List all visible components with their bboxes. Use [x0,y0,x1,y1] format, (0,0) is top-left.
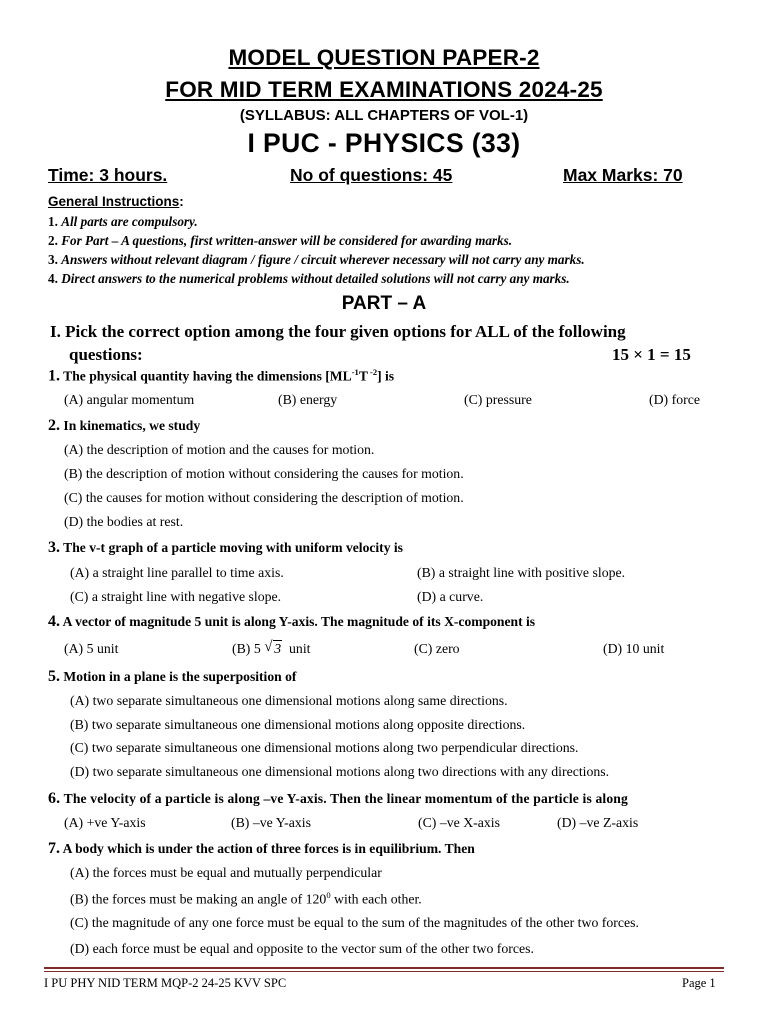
instructions-heading-text: General Instructions [48,194,180,209]
degree-superscript: 0 [326,890,331,900]
question-number: 2. [48,417,60,434]
question-text: A vector of magnitude 5 unit is along Y-axis. The magnitude of its X-component is [62,614,536,629]
syllabus-note: (SYLLABUS: ALL CHAPTERS OF VOL-1) [239,107,529,124]
footer-rule-thin [44,971,724,972]
option-b: (B) a straight line with positive slope. [417,565,626,580]
option-d: (D) each force must be equal and opposite to the vector sum of the other two forces. [70,941,534,956]
option-d: (D) force [649,392,700,407]
instruction-number: 3. [48,252,58,267]
exam-title: FOR MID TERM EXAMINATIONS 2024-25 [165,77,603,102]
option-b: (B) –ve Y-axis [231,815,311,830]
question-text: ] is [377,368,395,384]
option-b: (B) two separate simultaneous one dimensional motions along opposite directions. [70,717,526,732]
question-6 [48,790,628,808]
option-d: (D) 10 unit [603,641,665,656]
part-heading: PART – A [341,293,427,314]
question-number: 3. [48,539,60,556]
section-marks: 15 × 1 = 15 [612,345,691,364]
footer-left: I PU PHY NID TERM MQP-2 24-25 KVV SPC [44,976,287,990]
instruction-text: Answers without relevant diagram / figure / circuit wherever necessary will not carry any marks. [61,252,585,267]
option-d: (D) the bodies at rest. [64,514,184,529]
option-b-unit: unit [289,641,311,656]
question-5 [48,668,296,686]
option-a: (A) the description of motion and the causes for motion. [64,442,375,457]
instruction-item [48,271,570,287]
option-a: (A) angular momentum [64,392,195,407]
question-text: The v-t graph of a particle moving with uniform velocity is [63,540,403,555]
option-c: (C) zero [414,641,460,656]
instructions-colon: : [179,194,184,209]
paper-title: MODEL QUESTION PAPER-2 [228,45,540,70]
instruction-text: All parts are compulsory. [61,214,198,229]
option-c: (C) the magnitude of any one force must be equal to the sum of the magnitudes of the other two forces. [70,915,639,930]
question-7 [48,840,475,858]
option-b-text: (B) the forces must be making an angle of 120 [70,891,327,907]
question-number: 6. [48,790,61,807]
question-count: No of questions: 45 [290,165,453,185]
page-number: Page 1 [682,976,716,990]
instruction-item [48,233,512,249]
question-3 [48,539,403,557]
option-d: (D) a curve. [417,589,484,604]
question-text: The velocity of a particle is along –ve Y-axis. Then the linear momentum of the particle is along [63,791,628,806]
max-marks: Max Marks: 70 [563,165,683,185]
section-instruction: I. Pick the correct option among the four given options for ALL of the following [50,322,626,341]
option-a: (A) a straight line parallel to time axis. [70,565,284,580]
option-a: (A) two separate simultaneous one dimensional motions along same directions. [70,693,508,708]
question-text: In kinematics, we study [63,418,201,433]
question-1 [48,367,394,386]
question-4 [48,613,535,631]
option-d: (D) two separate simultaneous one dimensional motions along two directions with any directions. [70,764,610,779]
option-c: (C) –ve X-axis [418,815,500,830]
section-instruction-cont: questions: [69,345,143,364]
instruction-item [48,252,585,268]
question-text: A body which is under the action of three forces is in equilibrium. Then [62,841,475,856]
question-number: 5. [48,668,60,685]
instructions-heading [48,193,184,211]
option-b-coefficient: (B) 5 [232,641,261,656]
question-text: Motion in a plane is the superposition of [63,669,297,684]
question-number: 4. [48,613,60,630]
instruction-item [48,214,198,230]
option-a: (A) +ve Y-axis [64,815,146,830]
option-a: (A) 5 unit [64,641,119,656]
option-b: (B) the description of motion without considering the causes for motion. [64,466,464,481]
option-d: (D) –ve Z-axis [557,815,639,830]
option-b [232,641,310,657]
instruction-number: 1. [48,214,58,229]
option-b-tail: with each other. [330,891,422,907]
superscript: -1 [351,367,359,377]
option-c: (C) pressure [464,392,532,407]
footer-rule [44,967,724,969]
question-text: The physical quantity having the dimensions [ML [63,368,352,384]
time-label: Time: 3 hours. [48,165,168,185]
square-root-symbol: √ 3 [264,639,282,656]
option-c: (C) a straight line with negative slope. [70,589,282,604]
option-b: (B) energy [278,392,338,407]
question-number: 1. [48,367,60,385]
question-number: 7. [48,840,60,857]
option-c: (C) two separate simultaneous one dimensional motions along two perpendicular directions. [70,740,579,755]
superscript: -2 [367,367,378,377]
instruction-number: 4. [48,271,58,286]
question-text: T [358,368,368,384]
instruction-number: 2. [48,233,58,248]
subject-title: I PUC - PHYSICS (33) [247,128,521,158]
instruction-text: For Part – A questions, first written-answer will be considered for awarding marks. [61,233,513,248]
option-c: (C) the causes for motion without considering the description of motion. [64,490,464,505]
question-2 [48,417,200,435]
option-a: (A) the forces must be equal and mutually perpendicular [70,865,382,880]
radicand: 3 [274,641,282,656]
instruction-text: Direct answers to the numerical problems without detailed solutions will not carry any marks. [61,271,570,286]
option-b [70,890,422,908]
